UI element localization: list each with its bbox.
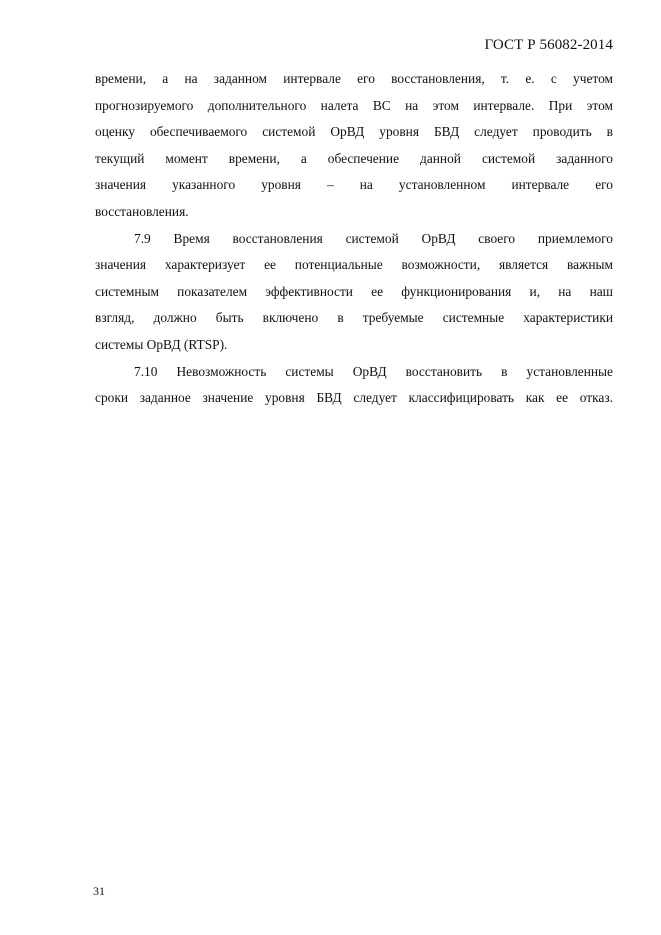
text-line: системы ОрВД (RTSP).	[95, 336, 228, 352]
text-line: сроки заданное значение уровня БВД следует классифицировать как ее отказ.	[95, 390, 613, 406]
document-body	[95, 66, 613, 412]
document-header-code: ГОСТ Р 56082-2014	[484, 37, 613, 53]
text-line: 7.10 Невозможность системы ОрВД восстановить в установленные	[134, 363, 613, 379]
text-line: 7.9 Время восстановления системой ОрВД своего приемлемого	[134, 230, 613, 246]
text-line: системным показателем эффективности ее функционирования и, на наш	[95, 283, 613, 299]
text-line: значения характеризует ее потенциальные возможности, является важным	[95, 257, 613, 273]
paragraph-continuation	[95, 66, 613, 226]
paragraph-7-9	[95, 226, 613, 359]
text-line: прогнозируемого дополнительного налета ВС на этом интервале. При этом	[95, 97, 613, 113]
text-line: текущий момент времени, а обеспечение данной системой заданного	[95, 150, 613, 166]
text-line: времени, а на заданном интервале его восстановления, т. е. с учетом	[95, 71, 613, 86]
text-line: взгляд, должно быть включено в требуемые системные характеристики	[95, 310, 613, 326]
text-line: восстановления.	[95, 203, 189, 219]
text-line: значения указанного уровня – на установленном интервале его	[95, 177, 613, 193]
text-line: оценку обеспечиваемого системой ОрВД уровня БВД следует проводить в	[95, 124, 613, 140]
page-number: 31	[93, 884, 105, 898]
paragraph-7-10	[95, 359, 613, 412]
